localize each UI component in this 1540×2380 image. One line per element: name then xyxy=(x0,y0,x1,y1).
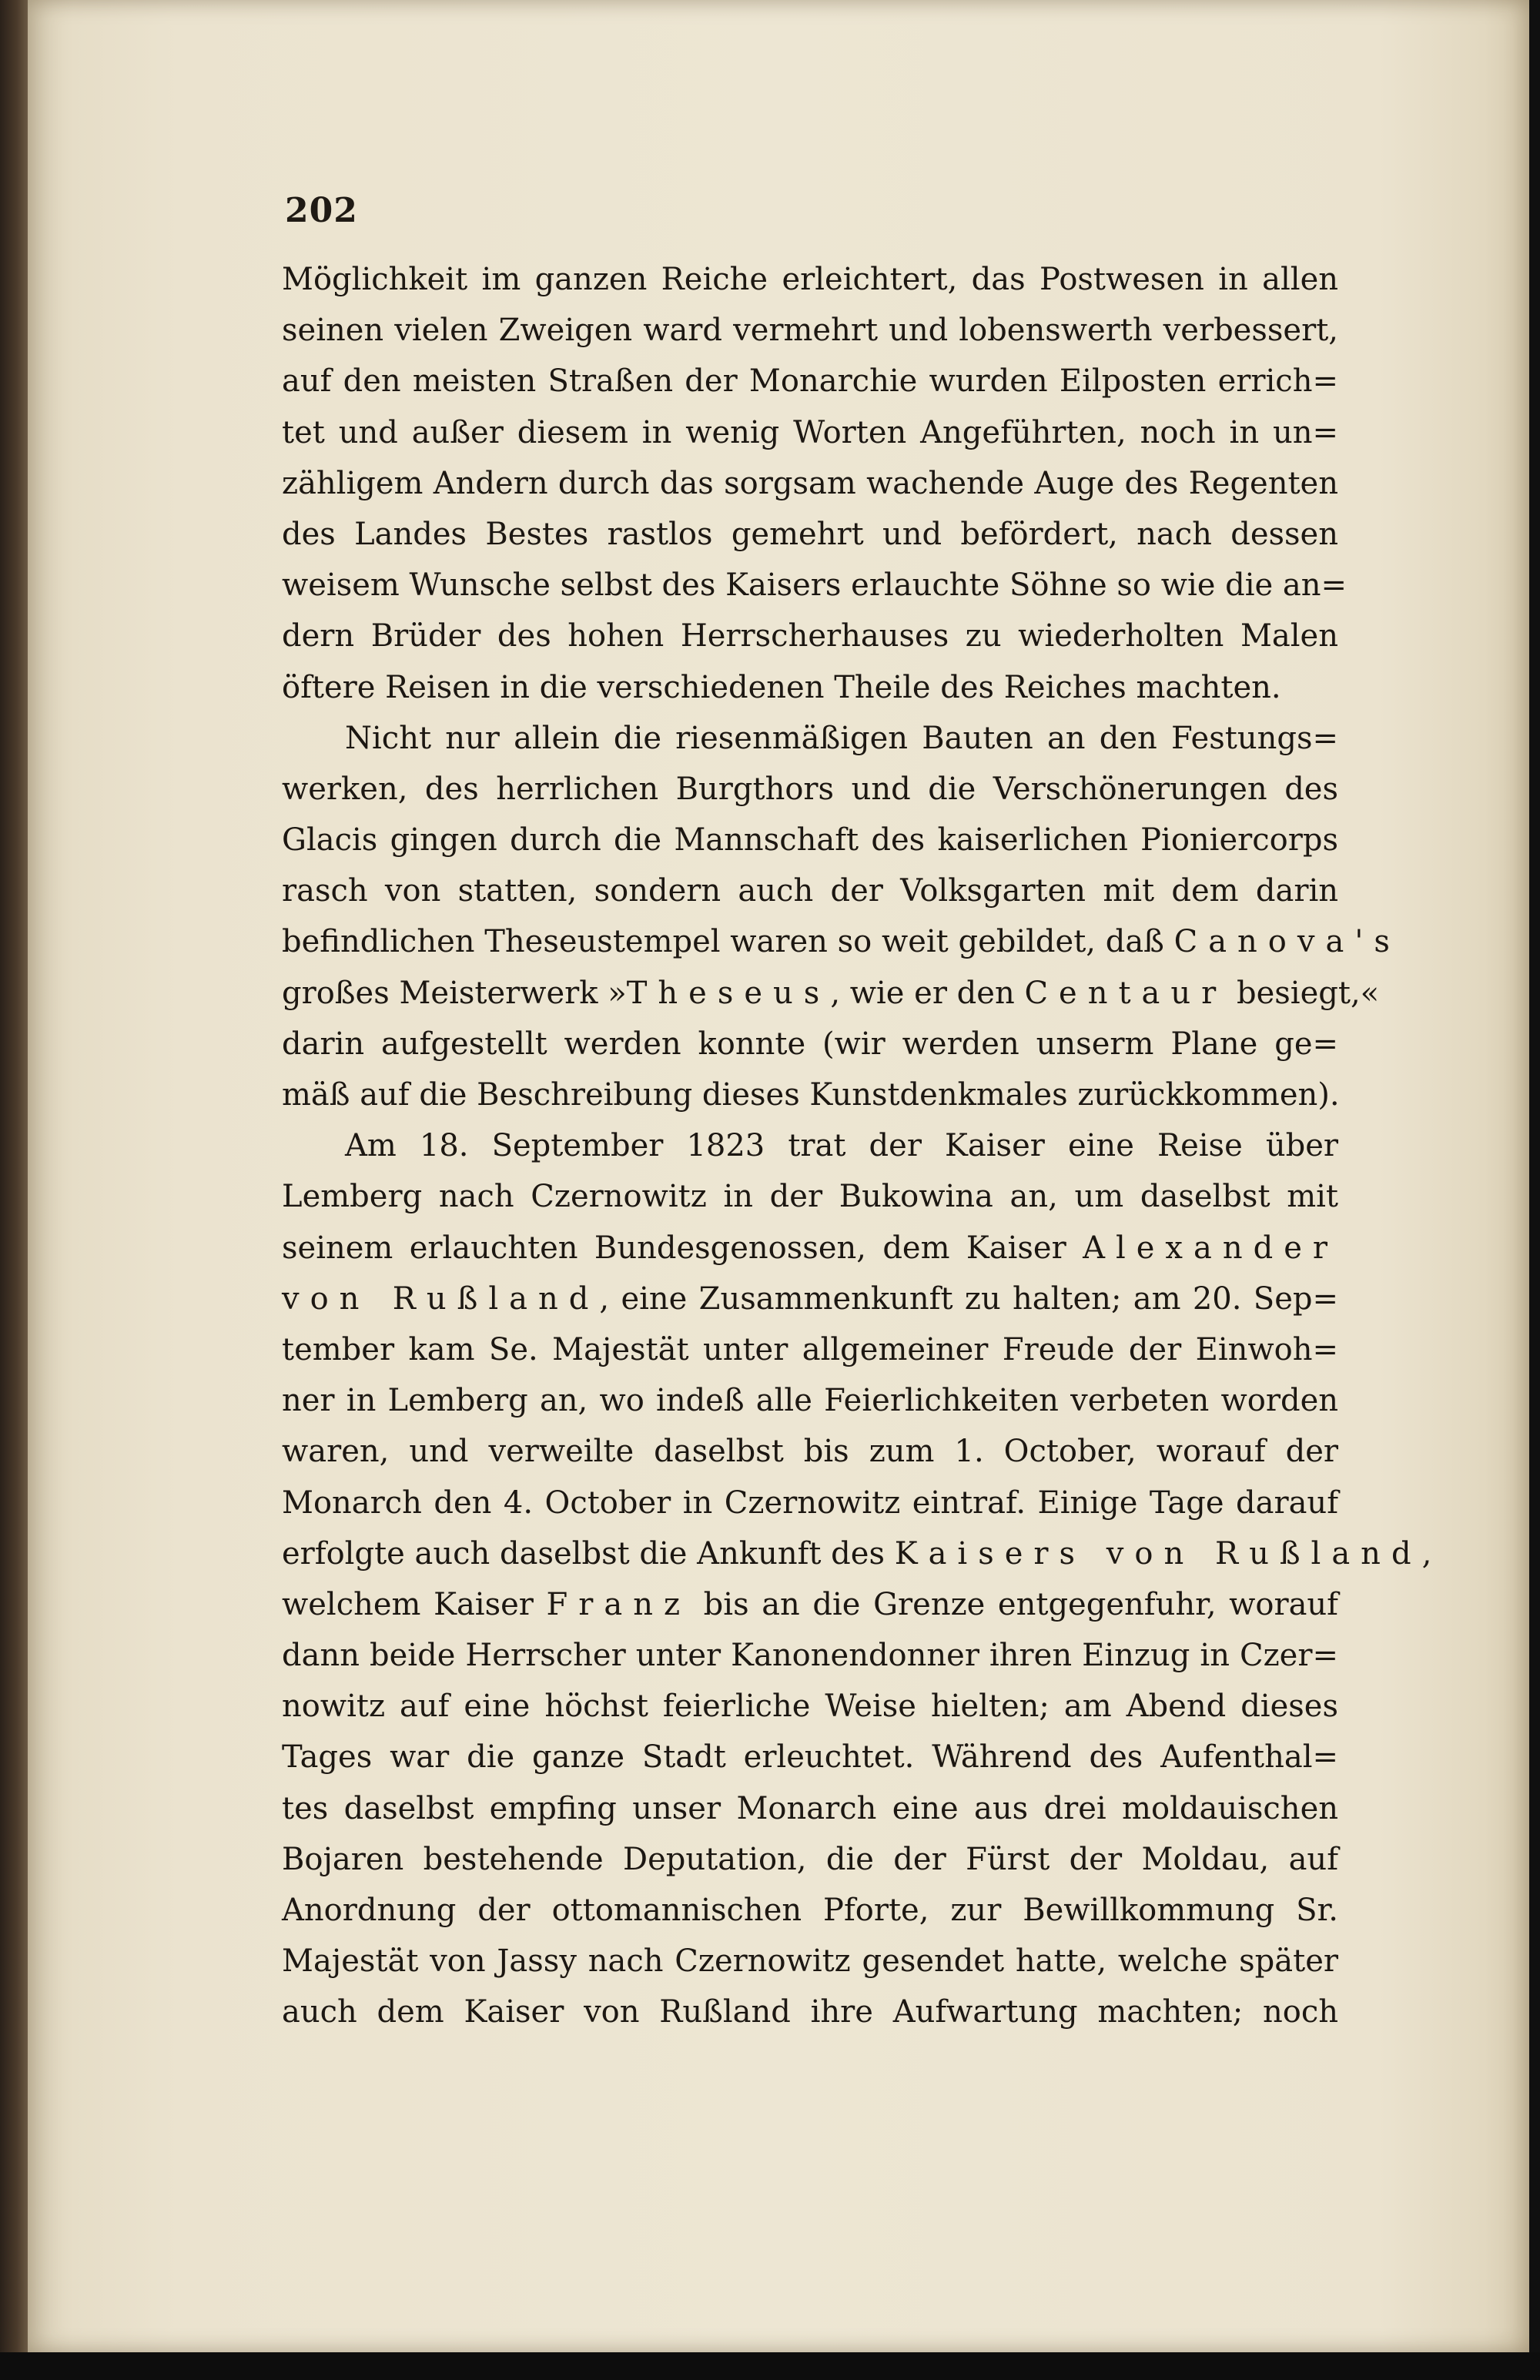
text-line xyxy=(282,1732,1338,1782)
text-segment: Majestät von Jassy nach Czernowitz gesendet hatte, welche später xyxy=(282,1943,1338,1980)
text-segment: tember kam Se. Majestät unter allgemeiner Freude der Einwoh= xyxy=(282,1331,1338,1367)
text-segment: bis an die Grenze entgegenfuhr, worauf xyxy=(691,1586,1338,1622)
text-segment: tes daselbst empfing unser Monarch eine aus drei moldauischen xyxy=(282,1790,1338,1826)
text-line xyxy=(282,1324,1338,1375)
text-line xyxy=(282,1274,1338,1324)
page-right-edge xyxy=(1529,0,1540,2380)
text-segment: besiegt,« xyxy=(1227,975,1380,1011)
text-segment: Möglichkeit im ganzen Reiche erleichtert, das Postwesen in allen xyxy=(282,262,1338,297)
text-segment: großes Meisterwerk » xyxy=(282,975,627,1011)
text-segment: Nicht nur allein die riesenmäßigen Bauten an den Festungs= xyxy=(345,720,1338,756)
text-line xyxy=(282,1885,1338,1936)
text-segment: dann beide Herrscher unter Kanonendonner ihren Einzug in Czer= xyxy=(282,1638,1338,1674)
text-line xyxy=(282,1987,1338,2037)
spaced-name: Theseus xyxy=(626,975,831,1011)
text-segment: Am 18. September 1823 trat der Kaiser eine Reise über xyxy=(345,1128,1338,1164)
text-segment: seinen vielen Zweigen ward vermehrt und lobenswerth verbessert, xyxy=(282,313,1338,349)
book-gutter-edge xyxy=(0,0,28,2380)
text-segment: werken, des herrlichen Burgthors und die Verschönerungen des xyxy=(282,771,1338,807)
text-segment: darin aufgestellt werden konnte (wir werden unserm Plane ge= xyxy=(282,1026,1338,1062)
text-line xyxy=(282,713,1338,764)
text-line xyxy=(282,458,1338,509)
spaced-name: Kaisers von Rußland xyxy=(894,1535,1422,1572)
text-segment: welchem Kaiser xyxy=(282,1586,547,1622)
text-line xyxy=(282,764,1338,815)
text-segment: erfolgte auch daselbst die Ankunft des xyxy=(282,1535,895,1572)
body-text xyxy=(282,254,1432,2038)
text-line xyxy=(282,1375,1338,1426)
spaced-name: Franz xyxy=(546,1586,691,1622)
text-segment: Monarch den 4. October in Czernowitz eintraf. Einige Tage darauf xyxy=(282,1485,1338,1521)
text-segment: Tages war die ganze Stadt erleuchtet. Während des Aufenthal= xyxy=(282,1739,1338,1776)
text-segment: nowitz auf eine höchst feierliche Weise hielten; am Abend dieses xyxy=(282,1689,1338,1725)
page-bottom-edge xyxy=(0,2352,1540,2380)
text-line xyxy=(282,1783,1338,1834)
text-line xyxy=(282,1223,1338,1274)
text-line xyxy=(282,305,1338,356)
page-number: 202 xyxy=(285,191,358,230)
text-line xyxy=(282,560,1348,611)
text-segment: waren, und verweilte daselbst bis zum 1. October, worauf der xyxy=(282,1434,1338,1470)
text-segment: öftere Reisen in die verschiedenen Theile des Reiches machten. xyxy=(282,669,1281,705)
text-segment: des Landes Bestes rastlos gemehrt und befördert, nach dessen xyxy=(282,516,1338,552)
text-segment: ner in Lemberg an, wo indeß alle Feierlichkeiten verbeten worden xyxy=(282,1383,1338,1419)
text-segment: auf den meisten Straßen der Monarchie wurden Eilposten errich= xyxy=(282,363,1338,400)
text-line xyxy=(282,1936,1338,1987)
spaced-name: von Rußland xyxy=(282,1280,600,1317)
text-segment: rasch von statten, sondern auch der Volksgarten mit dem darin xyxy=(282,873,1338,909)
spaced-name: Centaur xyxy=(1024,975,1227,1011)
text-line xyxy=(282,356,1338,407)
text-segment: Lemberg nach Czernowitz in der Bukowina an, um daselbst mit xyxy=(282,1179,1338,1215)
text-segment: befindlichen Theseustempel waren so weit gebildet, daß xyxy=(282,924,1174,960)
text-line xyxy=(282,407,1338,458)
text-line xyxy=(282,916,1401,967)
text-line xyxy=(282,1069,1338,1120)
text-segment: , eine Zusammenkunft zu halten; am 20. Sep= xyxy=(599,1280,1338,1317)
text-segment: seinem erlauchten Bundesgenossen, dem Kaiser xyxy=(282,1230,1083,1266)
text-line xyxy=(282,1120,1338,1171)
text-line xyxy=(282,1834,1338,1885)
text-line xyxy=(282,1426,1338,1477)
text-segment: , xyxy=(1421,1535,1432,1572)
text-segment: dern Brüder des hohen Herrscherhauses zu wiederholten Malen xyxy=(282,618,1338,654)
text-segment: weisem Wunsche selbst des Kaisers erlauchte Söhne so wie die an= xyxy=(282,567,1348,604)
text-line xyxy=(282,865,1338,916)
text-segment: tet und außer diesem in wenig Worten Angeführten, noch in un= xyxy=(282,414,1338,450)
text-segment: auch dem Kaiser von Rußland ihre Aufwartung machten; noch xyxy=(282,1994,1338,2030)
text-segment: , wie er den xyxy=(830,975,1025,1011)
text-line xyxy=(282,1171,1338,1222)
text-line xyxy=(282,611,1338,661)
text-segment: mäß auf die Beschreibung dieses Kunstdenkmales zurückkommen). xyxy=(282,1077,1340,1113)
text-line xyxy=(282,1579,1338,1630)
text-segment: Anordnung der ottomannischen Pforte, zur Bewillkommung Sr. xyxy=(282,1893,1338,1928)
text-segment: zähligem Andern durch das sorgsam wachende Auge des Regenten xyxy=(282,465,1338,501)
spaced-name: Canova's xyxy=(1173,924,1401,960)
text-line xyxy=(282,968,1380,1019)
text-line xyxy=(282,254,1338,305)
text-segment: Bojaren bestehende Deputation, die der Fürst der Moldau, auf xyxy=(282,1841,1338,1877)
text-line xyxy=(282,1630,1338,1681)
text-line xyxy=(282,1478,1338,1528)
spaced-name: Alexander xyxy=(1083,1230,1338,1266)
text-line xyxy=(282,1681,1338,1732)
text-segment: Glacis gingen durch die Mannschaft des kaiserlichen Pioniercorps xyxy=(282,822,1338,859)
text-line xyxy=(282,1528,1432,1579)
text-line xyxy=(282,1019,1338,1069)
text-line xyxy=(282,509,1338,560)
text-line xyxy=(282,815,1338,865)
text-line xyxy=(282,662,1338,713)
